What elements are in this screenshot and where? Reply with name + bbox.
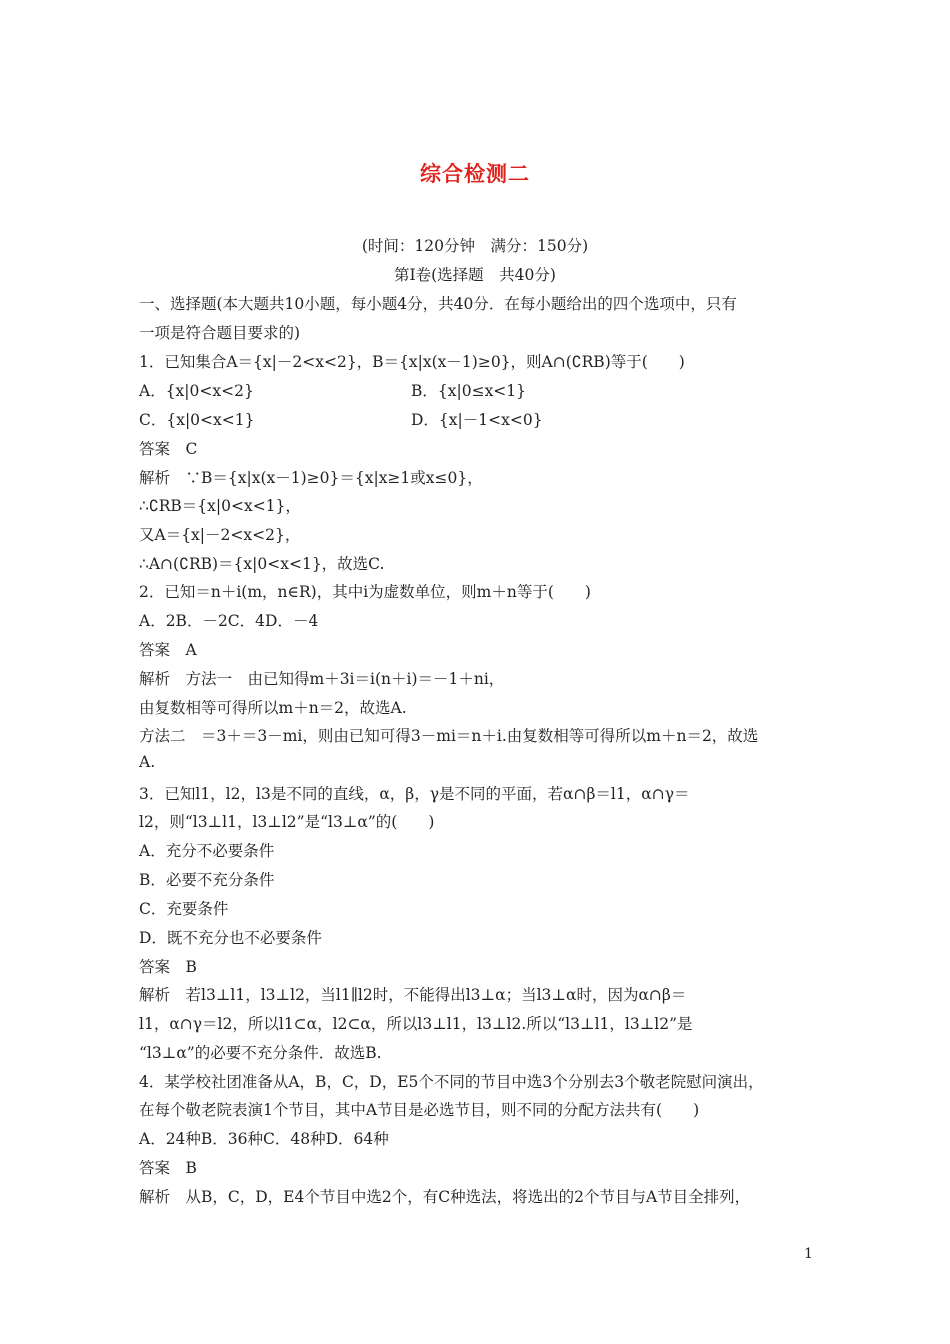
q3-option-a: A．充分不必要条件 xyxy=(139,842,275,860)
exam-info: (时间：120分钟 满分：150分) xyxy=(361,237,589,255)
q2-analysis-line: 由复数相等可得所以m＋n＝2，故选A. xyxy=(139,699,407,717)
q1-option-a: A．{x|0<x<2} xyxy=(139,382,254,400)
q4-answer: 答案 B xyxy=(139,1159,197,1177)
q3-option-c: C．充要条件 xyxy=(139,900,229,918)
volume-header: 第Ⅰ卷(选择题 共40分) xyxy=(394,266,556,284)
q1-analysis-line: ∴A∩(∁RB)＝{x|0<x<1}，故选C. xyxy=(139,555,385,573)
q1-analysis-line: ∴∁RB＝{x|0<x<1}， xyxy=(139,497,301,515)
q1-option-c: C．{x|0<x<1} xyxy=(139,411,255,429)
q3-stem-line: 3．已知l1，l2，l3是不同的直线，α，β，γ是不同的平面，若α∩β＝l1，α∩γ＝ xyxy=(139,785,690,803)
q1-analysis-line: 又A＝{x|－2<x<2}， xyxy=(139,526,301,544)
q2-answer: 答案 A xyxy=(139,641,197,659)
q1-option-b: B．{x|0≤x<1} xyxy=(411,382,527,400)
section-intro-line: 一、选择题(本大题共10小题，每小题4分，共40分．在每小题给出的四个选项中，只有 xyxy=(139,295,737,313)
q2-options: A．2B．－2C．4D．－4 xyxy=(139,612,319,630)
q4-stem-line: 在每个敬老院表演1个节目，其中A节目是必选节目，则不同的分配方法共有( ) xyxy=(139,1101,700,1119)
q3-analysis-line: 解析 若l3⊥l1，l3⊥l2，当l1∥l2时，不能得出l3⊥α；当l3⊥α时，因为α∩β＝ xyxy=(139,986,687,1004)
q1-option-d: D．{x|－1<x<0} xyxy=(411,411,543,429)
page-title: 综合检测二 xyxy=(420,161,530,186)
q1-stem: 1．已知集合A＝{x|－2<x<2}，B＝{x|x(x－1)≥0}，则A∩(∁RB)等于( ) xyxy=(139,353,685,371)
q2-analysis-line: A. xyxy=(139,753,156,771)
q2-analysis-line: 方法二 ＝3＋＝3－mi，则由已知可得3－mi＝n＋i.由复数相等可得所以m＋n＝2，故选 xyxy=(139,727,759,745)
q3-option-d: D．既不充分也不必要条件 xyxy=(139,929,322,947)
q3-analysis-line: “l3⊥α”的必要不充分条件．故选B. xyxy=(139,1044,382,1062)
q3-analysis-line: l1，α∩γ＝l2，所以l1⊂α，l2⊂α，所以l3⊥l1，l3⊥l2.所以“l3⊥l1，l3⊥l2”是 xyxy=(139,1015,693,1033)
q2-stem: 2．已知＝n＋i(m，n∈R)，其中i为虚数单位，则m＋n等于( ) xyxy=(139,583,591,601)
q1-answer: 答案 C xyxy=(139,440,198,458)
section-intro-line: 一项是符合题目要求的) xyxy=(139,324,301,342)
q4-stem-line: 4．某学校社团准备从A，B，C，D，E5个不同的节目中选3个分别去3个敬老院慰问演出， xyxy=(139,1073,764,1091)
q3-answer: 答案 B xyxy=(139,958,197,976)
q2-analysis-line: 解析 方法一 由已知得m＋3i＝i(n＋i)＝－1＋ni， xyxy=(139,670,505,688)
q3-option-b: B．必要不充分条件 xyxy=(139,871,275,889)
q4-options: A．24种B．36种C．48种D．64种 xyxy=(139,1130,389,1148)
page-number: 1 xyxy=(804,1246,813,1262)
q3-stem-line: l2，则“l3⊥l1，l3⊥l2”是“l3⊥α”的( ) xyxy=(139,813,435,831)
q1-analysis-line: 解析 ∵B＝{x|x(x－1)≥0}＝{x|x≥1或x≤0}， xyxy=(139,469,483,487)
q4-analysis-line: 解析 从B，C，D，E4个节目中选2个，有C种选法，将选出的2个节目与A节目全排列， xyxy=(139,1188,751,1206)
